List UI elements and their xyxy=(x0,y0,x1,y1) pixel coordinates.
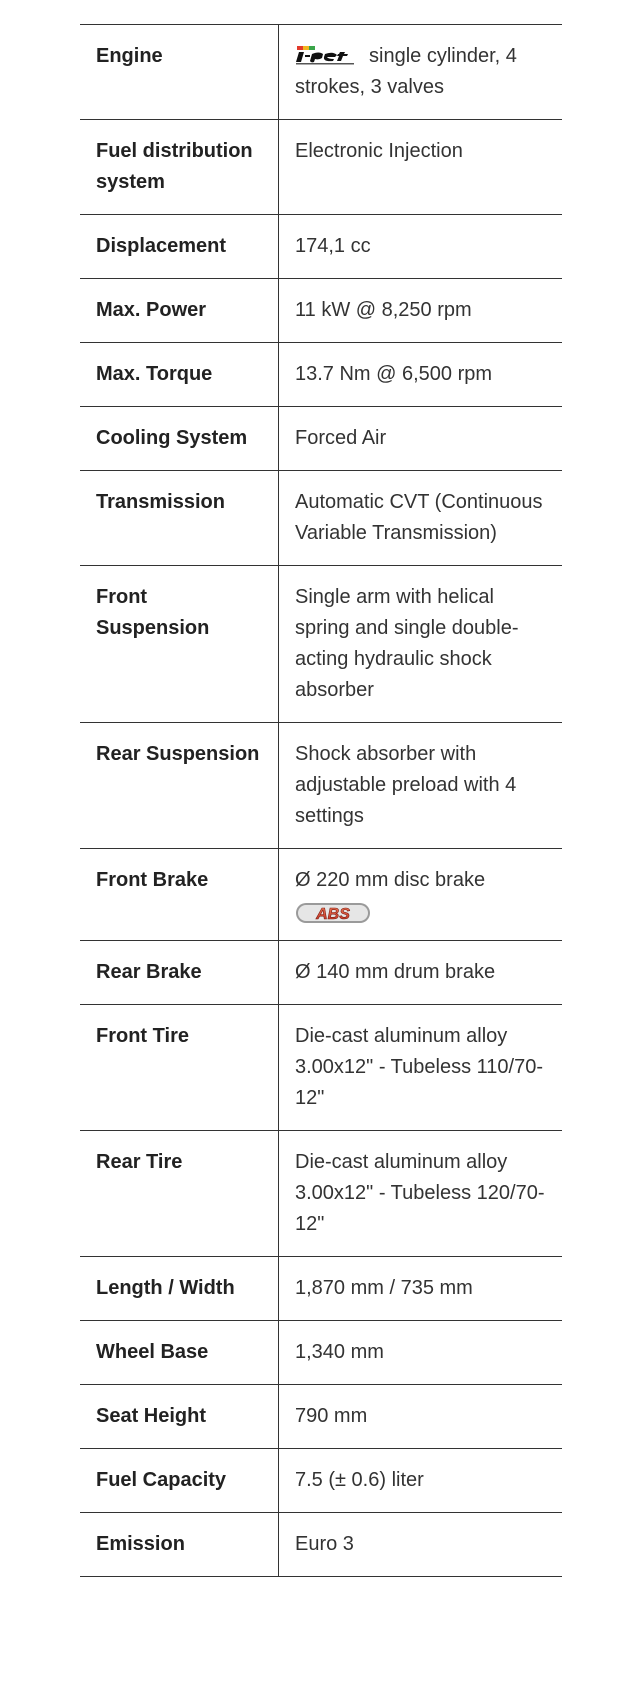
spec-label: Fuel distribution system xyxy=(80,120,279,215)
spec-row-seat-height xyxy=(80,1385,562,1449)
spec-value: Die-cast aluminum alloy 3.00x12" - Tubeless 120/70-12" xyxy=(279,1131,563,1257)
spec-label: Emission xyxy=(80,1513,279,1577)
spec-value-cell xyxy=(279,849,563,941)
spec-row-fuel-distribution xyxy=(80,120,562,215)
spec-value: Ø 140 mm drum brake xyxy=(279,941,563,1005)
spec-label: Cooling System xyxy=(80,407,279,471)
spec-row-fuel-capacity xyxy=(80,1449,562,1513)
spec-label: Rear Tire xyxy=(80,1131,279,1257)
spec-label: Front Tire xyxy=(80,1005,279,1131)
spec-label: Fuel Capacity xyxy=(80,1449,279,1513)
spec-row-front-tire xyxy=(80,1005,562,1131)
spec-row-rear-brake xyxy=(80,941,562,1005)
spec-row-max-power xyxy=(80,279,562,343)
spec-label: Front Suspension xyxy=(80,566,279,723)
spec-label: Rear Brake xyxy=(80,941,279,1005)
spec-label: Rear Suspension xyxy=(80,723,279,849)
spec-row-cooling-system xyxy=(80,407,562,471)
abs-logo-icon xyxy=(295,902,371,924)
spec-row-rear-suspension xyxy=(80,723,562,849)
spec-label: Max. Power xyxy=(80,279,279,343)
spec-table xyxy=(80,24,562,1577)
spec-row-front-brake xyxy=(80,849,562,941)
spec-value: 1,870 mm / 735 mm xyxy=(279,1257,563,1321)
spec-row-max-torque xyxy=(80,343,562,407)
spec-value: Automatic CVT (Continuous Variable Transmission) xyxy=(279,471,563,566)
spec-label: Wheel Base xyxy=(80,1321,279,1385)
svg-text:ABS: ABS xyxy=(316,906,350,923)
spec-label: Front Brake xyxy=(80,849,279,941)
spec-row-transmission xyxy=(80,471,562,566)
spec-value: Ø 220 mm disc brake xyxy=(295,869,486,891)
spec-value-cell xyxy=(279,25,563,120)
i-get-logo-icon xyxy=(295,42,361,66)
spec-row-rear-tire xyxy=(80,1131,562,1257)
spec-label: Engine xyxy=(80,25,279,120)
spec-value: Shock absorber with adjustable preload with 4 settings xyxy=(279,723,563,849)
spec-value: 1,340 mm xyxy=(279,1321,563,1385)
spec-value: 790 mm xyxy=(279,1385,563,1449)
spec-label: Max. Torque xyxy=(80,343,279,407)
spec-value: 174,1 cc xyxy=(279,215,563,279)
spec-row-engine xyxy=(80,25,562,120)
spec-value: 11 kW @ 8,250 rpm xyxy=(279,279,563,343)
spec-label: Length / Width xyxy=(80,1257,279,1321)
spec-row-displacement xyxy=(80,215,562,279)
spec-row-length-width xyxy=(80,1257,562,1321)
spec-label: Displacement xyxy=(80,215,279,279)
spec-label: Transmission xyxy=(80,471,279,566)
spec-value: single cylinder, 4 strokes, 3 valves xyxy=(295,45,517,98)
spec-value: Single arm with helical spring and single double-acting hydraulic shock absorber xyxy=(279,566,563,723)
spec-value: 13.7 Nm @ 6,500 rpm xyxy=(279,343,563,407)
spec-row-wheel-base xyxy=(80,1321,562,1385)
spec-row-emission xyxy=(80,1513,562,1577)
spec-value: Euro 3 xyxy=(279,1513,563,1577)
spec-value: Electronic Injection xyxy=(279,120,563,215)
spec-value: 7.5 (± 0.6) liter xyxy=(279,1449,563,1513)
spec-row-front-suspension xyxy=(80,566,562,723)
spec-value: Forced Air xyxy=(279,407,563,471)
spec-value: Die-cast aluminum alloy 3.00x12" - Tubeless 110/70-12" xyxy=(279,1005,563,1131)
spec-label: Seat Height xyxy=(80,1385,279,1449)
